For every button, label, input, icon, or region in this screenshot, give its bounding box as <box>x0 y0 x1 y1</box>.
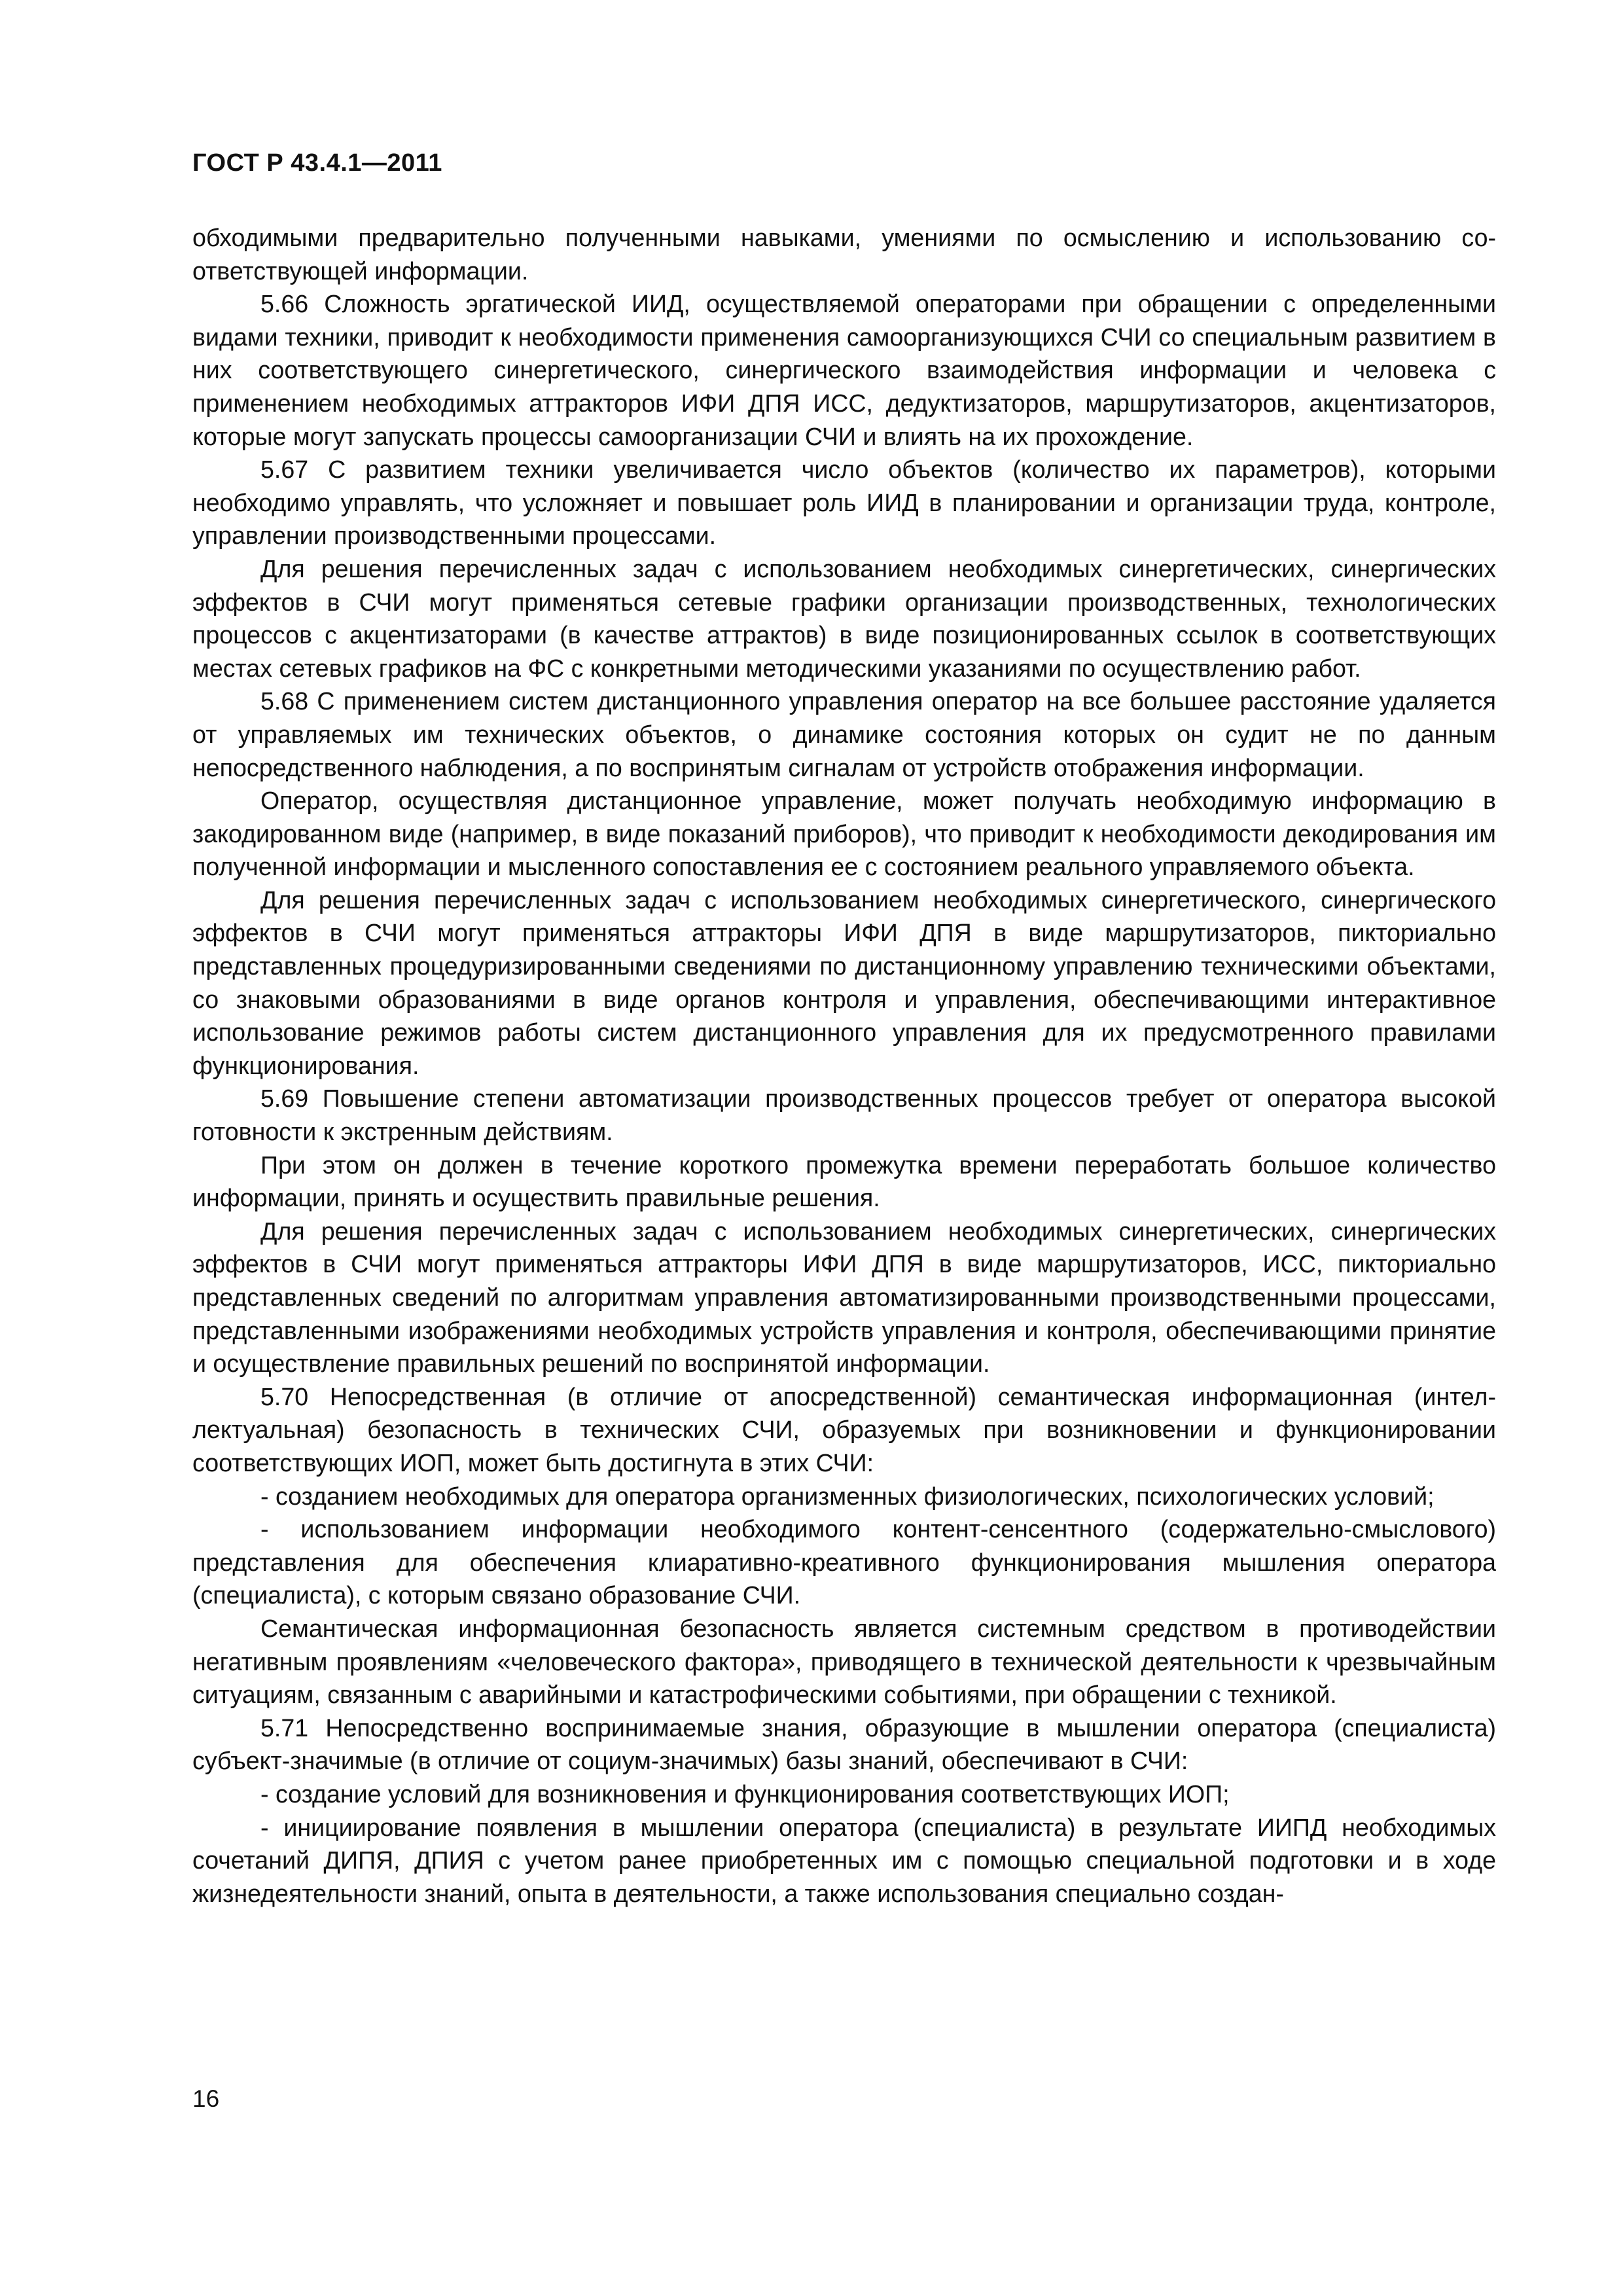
paragraph: 5.66 Сложность эргатической ИИД, осуществляемой операторами при обращении с определенными видами техники, приводит к необходимости применения самоорганизующихся СЧИ со специальным развитием в них соответствующего синергетического, синергического взаимодействия информации и человека с применением необходимых аттракторов ИФИ ДПЯ ИСС, дедуктизаторов, маршрутизаторов, акцентизаторов, которые могут запускать процессы самоорганизации СЧИ и влиять на их прохождение. <box>192 290 1496 450</box>
paragraph: Для решения перечисленных задач с использованием необходимых синергетических, синергических эффектов в СЧИ могут применяться аттракторы ИФИ ДПЯ в виде маршрутизаторов, ИСС, пикториально представленных сведений по алгоритмам управления автоматизированными производственными процессами, представленными изображениями необходимых устройств управления и контроля, обеспечивающими принятие и осуществление правильных решений по воспринятой информации. <box>192 1217 1496 1378</box>
paragraph: обходимыми предварительно полученными навыками, умениями по осмыслению и использованию соответствующей информации. <box>192 224 1496 285</box>
paragraph: 5.69 Повышение степени автоматизации производственных процессов требует от оператора высокой готовности к экстренным действиям. <box>192 1085 1496 1146</box>
paragraph: Для решения перечисленных задач с использованием необходимых синергетического, синергического эффектов в СЧИ могут применяться аттракторы ИФИ ДПЯ в виде маршрутизаторов, пикториально представленных процедуризированными сведениями по дистанционному управлению техническими объектами, со знаковыми образованиями в виде органов контроля и управления, обеспечивающими интерактивное использование режимов работы систем дистанционного управления для их предусмотренного правилами функционирования. <box>192 886 1496 1079</box>
page-number: 16 <box>192 2085 220 2112</box>
list-item: - созданием необходимых для оператора организменных физиологических, психологических условий; <box>260 1482 1435 1510</box>
paragraph: 5.70 Непосредственная (в отличие от апосредственной) семантическая информационная (интеллектуальная) безопасность в технических СЧИ, образуемых при возникновении и функционировании соответствующих ИОП, может быть достигнута в этих СЧИ: <box>192 1382 1496 1477</box>
paragraph: Семантическая информационная безопасность является системным средством в противодействии негативным проявлениям «человеческого фактора», приводящего в технической деятельности к чрезвычайным ситуациям, связанным с аварийными и катастрофическими событиями, при обращении с техникой. <box>192 1614 1496 1709</box>
paragraph: 5.67 С развитием техники увеличивается число объектов (количество их параметров), которыми необходимо управлять, что усложняет и повышает роль ИИД в планировании и организации труда, контроле, управлении производственными процессами. <box>192 456 1496 550</box>
paragraph: 5.68 С применением систем дистанционного управления оператор на все большее расстояние удаляется от управляемых им технических объектов, о динамике состояния которых он судит не по данным непосредственного наблюдения, а по воспринятым сигналам от устройств отображения информации. <box>192 687 1496 781</box>
list-item: - использованием информации необходимого контент-сенсентного (содержательно-смыслового) представления для обеспечения клиаративно-креативного функционирования мышления оператора (специалиста), с которым связано образование СЧИ. <box>192 1515 1496 1609</box>
list-item: - инициирование появления в мышлении оператора (специалиста) в результате ИИПД необходимых сочетаний ДИПЯ, ДПИЯ с учетом ранее приобретенных им с помощью специальной подготовки и в ходе жизнедеятельности знаний, опыта в деятельности, а также использования специально создан- <box>192 1813 1496 1907</box>
paragraph: Оператор, осуществляя дистанционное управление, может получать необходимую информацию в закодированном виде (например, в виде показаний приборов), что приводит к необходимости декодирования им полученной информации и мысленного сопоставления ее с состоянием реального управляемого объекта. <box>192 787 1496 881</box>
paragraph: 5.71 Непосредственно воспринимаемые знания, образующие в мышлении оператора (специалиста) субъект-значимые (в отличие от социум-значимых) базы знаний, обеспечивают в СЧИ: <box>192 1713 1496 1775</box>
list-item: - создание условий для возникновения и функционирования соответствующих ИОП; <box>260 1780 1230 1808</box>
paragraph: Для решения перечисленных задач с использованием необходимых синергетических, синергических эффектов в СЧИ могут применяться сетевые графики организации производственных, технологических процессов с акцентизаторами (в качестве аттрактов) в виде позиционированных ссылок в соответствующих местах сетевых графиков на ФС с конкретными методическими указаниями по осуществлению работ. <box>192 554 1496 682</box>
document-body <box>192 221 1496 1910</box>
paragraph: При этом он должен в течение короткого промежутка времени переработать большое количество информации, принять и осуществить правильные решения. <box>192 1151 1496 1212</box>
page-header-standard-id: ГОСТ Р 43.4.1—2011 <box>192 149 442 177</box>
